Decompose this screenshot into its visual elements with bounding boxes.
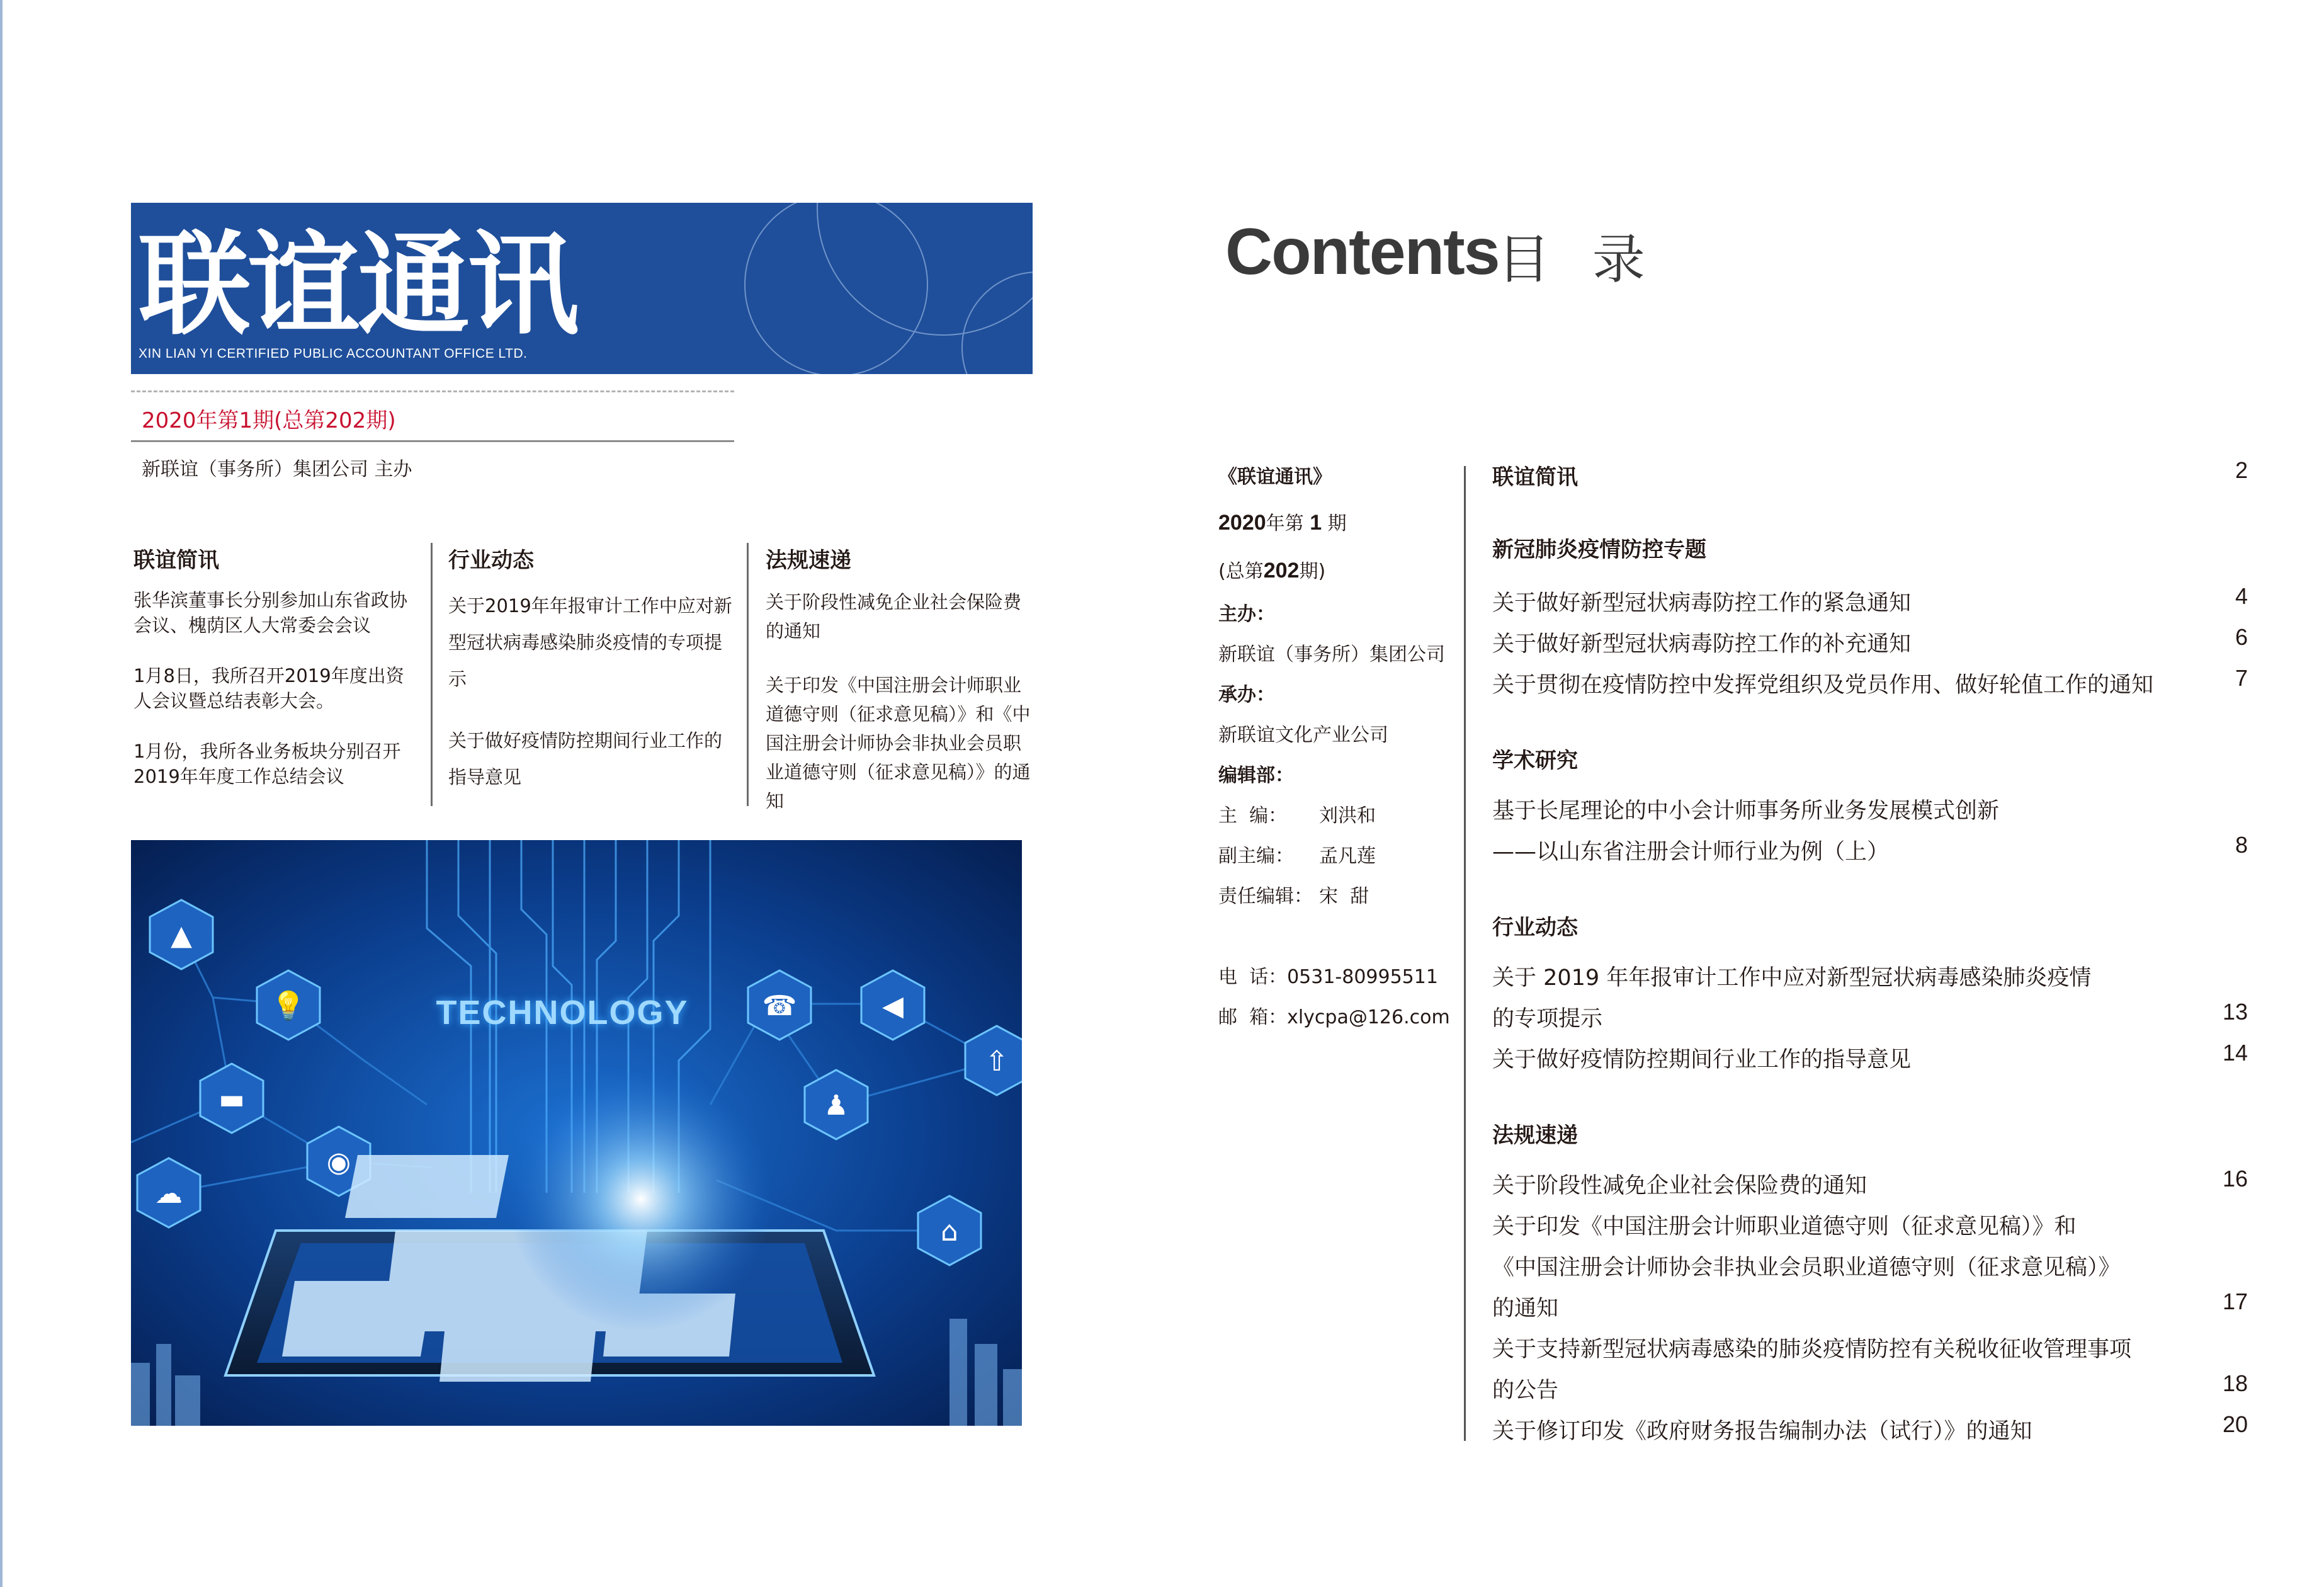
- svg-text:☁: ☁: [155, 1178, 183, 1210]
- toc-item: 的公告: [1492, 1378, 1559, 1403]
- responsible-editor-value: 宋 甜: [1319, 885, 1369, 907]
- issue-suffix: 期: [1327, 513, 1347, 535]
- toc-item: ——以山东省注册会计师行业为例（上）: [1492, 839, 1890, 865]
- column-paragraph: 关于2019年年报审计工作中应对新型冠状病毒感染肺炎疫情的专项提示: [448, 595, 732, 690]
- technology-label: TECHNOLOGY: [436, 994, 689, 1032]
- toc-section-heading: 联谊简讯: [1492, 465, 1578, 490]
- toc-item: 关于修订印发《政府财务报告编制办法（试行）》的通知: [1492, 1419, 2032, 1444]
- svg-text:☎: ☎: [762, 990, 797, 1022]
- toc-page-number: 20: [2222, 1411, 2248, 1437]
- column-heading: 法规速递: [766, 548, 851, 573]
- toc-page-number: 16: [2222, 1166, 2248, 1192]
- toc-page-number: 2: [2235, 457, 2248, 483]
- column-paragraph: 1月8日，我所召开2019年度出资人会议暨总结表彰大会。: [133, 665, 404, 712]
- toc-page-number: 13: [2222, 999, 2248, 1025]
- svg-text:⌂: ⌂: [941, 1215, 958, 1248]
- chief-editor-value: 刘洪和: [1319, 805, 1376, 827]
- column-industry-news: [448, 543, 738, 821]
- toc-item: 关于阶段性减免企业社会保险费的通知: [1492, 1173, 1868, 1198]
- dashed-divider: [131, 390, 734, 392]
- total-suffix: 期): [1299, 560, 1326, 583]
- column-separator: [431, 543, 433, 806]
- toc-item: 关于 2019 年年报审计工作中应对新型冠状病毒感染肺炎疫情: [1492, 965, 2092, 991]
- issue-year-suffix: 年第: [1266, 513, 1304, 535]
- column-heading: 联谊简讯: [133, 548, 219, 573]
- column-paragraph: 关于印发《中国注册会计师职业道德守则（征求意见稿）》和《中国注册会计师协会非执业会员职业道德守则（征求意见稿）》的通知: [766, 674, 1031, 812]
- masthead-banner: [131, 203, 1033, 374]
- toc-item: 的通知: [1492, 1296, 1559, 1321]
- toc-page-number: 7: [2235, 665, 2248, 691]
- total-prefix: (总第: [1218, 560, 1264, 583]
- column-paragraph: 张华滨董事长分别参加山东省政协会议、槐荫区人大常委会会议: [133, 589, 408, 636]
- column-paragraph: 关于阶段性减免企业社会保险费的通知: [766, 591, 1022, 642]
- toc-page-number: 8: [2235, 832, 2248, 858]
- toc-item: 关于做好新型冠状病毒防控工作的补充通知: [1492, 632, 1912, 657]
- column-paragraph: 关于做好疫情防控期间行业工作的指导意见: [448, 730, 723, 788]
- toc-section-heading: 学术研究: [1492, 748, 1578, 773]
- toc-section-heading: 行业动态: [1492, 915, 1578, 940]
- responsible-editor-label: 责任编辑：: [1218, 885, 1313, 907]
- toc-item: 基于长尾理论的中小会计师事务所业务发展模式创新: [1492, 799, 2000, 824]
- toc-item: 关于做好新型冠状病毒防控工作的紧急通知: [1492, 591, 1912, 616]
- contents-heading-en: Contents: [1225, 215, 1499, 288]
- toc-item: 《中国注册会计师协会非执业会员职业道德守则（征求意见稿）》: [1492, 1255, 2121, 1280]
- issue-no: 1: [1310, 511, 1322, 535]
- sponsor-line: 新联谊（事务所）集团公司 主办: [142, 458, 412, 481]
- column-heading: 行业动态: [448, 548, 534, 573]
- issue-year: 2020: [1218, 511, 1266, 535]
- deputy-editor-line: [1218, 840, 1376, 868]
- responsible-editor-line: [1218, 880, 1369, 908]
- chief-editor-label: 主 编：: [1218, 805, 1288, 827]
- total-no: 202: [1263, 559, 1300, 583]
- email-line: [1218, 1001, 1450, 1029]
- technology-illustration: [131, 840, 1022, 1426]
- phone-line: [1218, 961, 1438, 989]
- toc-item: 的专项提示: [1492, 1006, 1603, 1032]
- phone-label: 电 话：: [1218, 966, 1288, 988]
- toc-section-heading: 新冠肺炎疫情防控专题: [1492, 537, 1706, 562]
- masthead-subtitle: XIN LIAN YI CERTIFIED PUBLIC ACCOUNTANT OFFICE LTD.: [139, 346, 528, 361]
- svg-text:♟: ♟: [824, 1089, 849, 1122]
- toc-page-number: 6: [2235, 624, 2248, 650]
- toc-page-number: 4: [2235, 583, 2248, 609]
- issue-line: [1218, 508, 1347, 535]
- contents-heading-cn: 目 录: [1497, 229, 1658, 290]
- tech-background: [131, 840, 1022, 1426]
- masthead-separator: [1464, 466, 1466, 1441]
- solid-divider: [131, 440, 734, 442]
- svg-text:⇧: ⇧: [985, 1045, 1009, 1078]
- svg-text:◉: ◉: [326, 1146, 351, 1178]
- svg-text:💡: 💡: [271, 990, 306, 1022]
- deputy-editor-value: 孟凡莲: [1319, 845, 1376, 867]
- phone-value: 0531-80995511: [1287, 966, 1438, 988]
- email-value: xlycpa@126.com: [1287, 1006, 1450, 1028]
- deputy-editor-label: 副主编：: [1218, 845, 1294, 867]
- svg-text:▬: ▬: [218, 1083, 245, 1115]
- toc-item: 关于贯彻在疫情防控中发挥党组织及党员作用、做好轮值工作的通知: [1492, 673, 2154, 698]
- column-lianyi-news: [133, 543, 411, 814]
- total-issue-line: [1218, 555, 1325, 583]
- toc-page-number: 14: [2222, 1040, 2248, 1066]
- toc-item: 关于印发《中国注册会计师职业道德守则（征求意见稿）》和: [1492, 1214, 2077, 1239]
- toc-section-heading: 法规速递: [1492, 1123, 1578, 1148]
- host-label: 主办：: [1218, 603, 1275, 625]
- masthead-title: 联谊通讯: [139, 220, 577, 350]
- organizer-value: 新联谊文化产业公司: [1218, 724, 1388, 746]
- column-paragraph: 1月份，我所各业务板块分别召开2019年年度工作总结会议: [133, 741, 401, 787]
- editorial-label: 编辑部：: [1218, 765, 1294, 787]
- publication-title: 《联谊通讯》: [1218, 466, 1332, 488]
- toc-item: 关于支持新型冠状病毒感染的肺炎疫情防控有关税收征收管理事项: [1492, 1337, 2132, 1362]
- column-regulations: [766, 543, 1036, 841]
- toc-page-number: 18: [2222, 1370, 2248, 1396]
- chief-editor-line: [1218, 800, 1376, 828]
- host-value: 新联谊（事务所）集团公司: [1218, 644, 1445, 666]
- toc-page-number: 17: [2222, 1288, 2248, 1314]
- page-edge-line: [0, 0, 3, 1587]
- column-separator: [747, 543, 749, 806]
- organizer-label: 承办：: [1218, 684, 1275, 706]
- svg-text:◀: ◀: [882, 990, 904, 1022]
- email-label: 邮 箱：: [1218, 1006, 1288, 1028]
- issue-number: 2020年第1期(总第202期): [142, 408, 396, 433]
- toc-item: 关于做好疫情防控期间行业工作的指导意见: [1492, 1047, 1912, 1072]
- svg-text:▲: ▲: [171, 919, 192, 952]
